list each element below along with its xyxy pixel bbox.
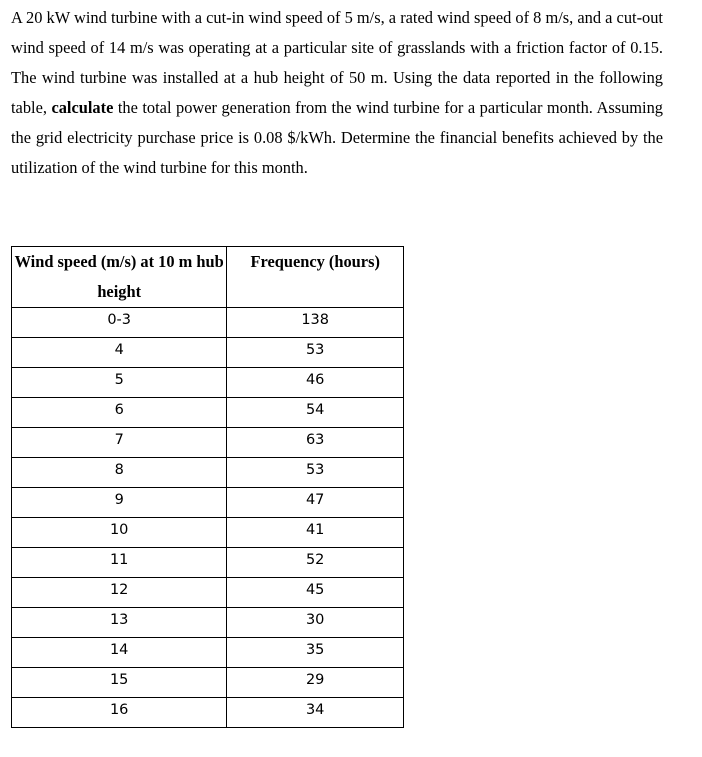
- wind-speed-cell: 11: [12, 548, 227, 578]
- wind-speed-cell: 13: [12, 608, 227, 638]
- frequency-cell: 63: [227, 428, 404, 458]
- wind-speed-header: Wind speed (m/s) at 10 m hub height: [12, 247, 227, 308]
- wind-speed-cell: 7: [12, 428, 227, 458]
- table-row: [12, 608, 404, 638]
- table-row: [12, 308, 404, 338]
- problem-text-before: A 20 kW wind turbine with a cut-in wind speed of 5 m/s, a rated wind speed of 8 m/s, and a cut-out wind speed of 14 m/s was operating at a particular site of grasslands with a friction factor of 0.15. The wind turbine was installed at a hub height of 50 m. Using the data reported in the following table,: [11, 8, 663, 117]
- frequency-cell: 47: [227, 488, 404, 518]
- wind-speed-cell: 10: [12, 518, 227, 548]
- problem-text-after: the total power generation from the wind turbine for a particular month. Assuming the grid electricity purchase price is 0.08 $/kWh. Determine the financial benefits achieved by the utilization of the wind turbine for this month.: [11, 97, 663, 177]
- table-row: [12, 518, 404, 548]
- table-row: [12, 338, 404, 368]
- frequency-cell: 41: [227, 518, 404, 548]
- table-row: [12, 698, 404, 728]
- wind-speed-cell: 14: [12, 638, 227, 668]
- frequency-cell: 53: [227, 338, 404, 368]
- frequency-cell: 46: [227, 368, 404, 398]
- wind-speed-cell: 4: [12, 338, 227, 368]
- wind-speed-cell: 8: [12, 458, 227, 488]
- table-row: [12, 458, 404, 488]
- frequency-cell: 30: [227, 608, 404, 638]
- problem-bold-word: calculate: [51, 97, 114, 117]
- table-row: [12, 578, 404, 608]
- table-row: [12, 428, 404, 458]
- problem-statement: [11, 3, 663, 182]
- frequency-cell: 52: [227, 548, 404, 578]
- wind-speed-cell: 0-3: [12, 308, 227, 338]
- wind-speed-cell: 15: [12, 668, 227, 698]
- frequency-cell: 29: [227, 668, 404, 698]
- frequency-header: Frequency (hours): [227, 247, 404, 308]
- wind-speed-cell: 5: [12, 368, 227, 398]
- table-row: [12, 488, 404, 518]
- table-row: [12, 368, 404, 398]
- wind-speed-cell: 6: [12, 398, 227, 428]
- wind-speed-cell: 16: [12, 698, 227, 728]
- wind-frequency-table: [11, 246, 404, 728]
- frequency-cell: 138: [227, 308, 404, 338]
- table-row: [12, 668, 404, 698]
- table-row: [12, 638, 404, 668]
- table-header-row: [12, 247, 404, 308]
- table-row: [12, 398, 404, 428]
- frequency-cell: 45: [227, 578, 404, 608]
- wind-speed-cell: 12: [12, 578, 227, 608]
- frequency-cell: 54: [227, 398, 404, 428]
- wind-speed-cell: 9: [12, 488, 227, 518]
- frequency-cell: 53: [227, 458, 404, 488]
- frequency-cell: 35: [227, 638, 404, 668]
- frequency-cell: 34: [227, 698, 404, 728]
- table-row: [12, 548, 404, 578]
